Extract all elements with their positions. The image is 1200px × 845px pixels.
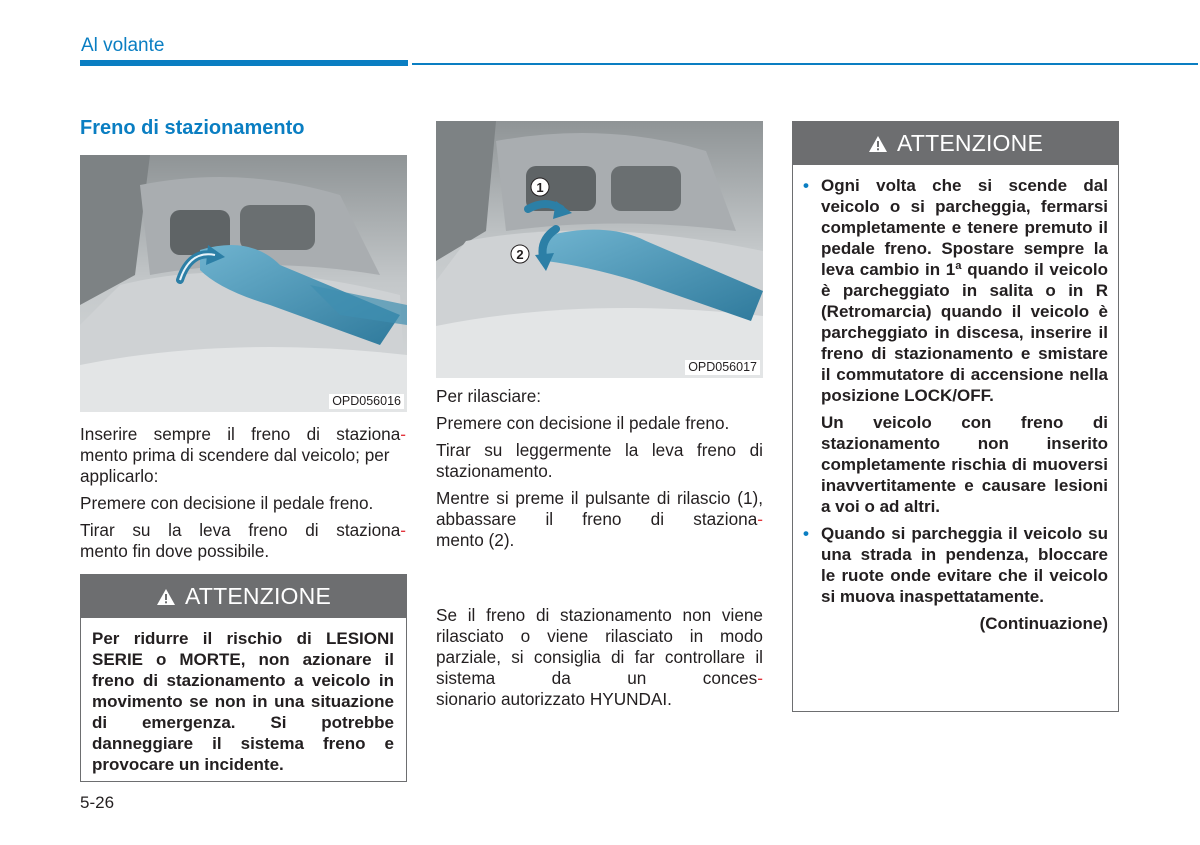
paragraph — [80, 520, 406, 562]
text-line: Se il freno di stazionamento non viene rilasciato o viene rilasciato in modo parziale, si consiglia di far controllare il sistema da un conces- — [436, 605, 763, 688]
apply-instructions — [80, 424, 406, 568]
callout-2: 2 — [516, 247, 524, 262]
figure-code: OPD056016 — [329, 394, 404, 409]
paragraph: Per rilasciare: — [436, 386, 542, 406]
hyphen: - — [400, 520, 406, 540]
warning-title: ATTENZIONE — [897, 130, 1043, 156]
parking-brake-illustration — [80, 155, 407, 412]
bullet-subparagraph: Un veicolo con freno di stazionamento non inserito completamente rischia di muoversi inavvertitamente e causare lesioni a voi o ad altri. — [821, 413, 1108, 516]
text-line: mento fin dove possibile. — [80, 541, 270, 561]
section-title: Freno di stazionamento — [80, 117, 305, 139]
text-line: mento (2). — [436, 530, 515, 550]
warning-triangle-icon — [156, 588, 176, 606]
bullet-dot-icon: • — [803, 524, 809, 543]
continuation-note: (Continuazione) — [979, 614, 1108, 633]
hyphen: - — [400, 424, 406, 444]
figure-parking-brake-release — [436, 121, 763, 378]
warning-box — [80, 574, 407, 782]
bullet-item — [803, 175, 1108, 406]
paragraph — [80, 424, 406, 487]
running-header: Al volante — [81, 35, 165, 56]
warning-text: Per ridurre il rischio di LESIONI SERIE o MORTE, non azionare il freno di stazionamento a veicolo in movimento se non in una situazione di emergenza. Si potrebbe danneggiare il sistema freno e provocare un incidente. — [92, 629, 394, 774]
warning-header — [793, 122, 1118, 165]
bullet-text: Quando si parcheggia il veicolo su una strada in pendenza, bloccare le ruote onde evitare che il veicolo si muova inaspettatamente. — [821, 524, 1108, 606]
bullet-text: Ogni volta che si scende dal veicolo o si parcheggia, fermarsi completamente e tenere premuto il pedale freno. Spostare sempre la leva cambio in 1ª quando il veicolo è parcheggiato in salita o in R (Retromarcia) quando il veicolo è parcheggiato in discesa, inserire il freno di stazionamento e smistare il commutatore di accensione nella posizione LOCK/OFF. — [821, 176, 1108, 405]
text-line: mento prima di scendere dal veicolo; per applicarlo: — [80, 445, 390, 486]
bullet-item — [803, 523, 1108, 607]
warning-header — [81, 575, 406, 618]
parking-brake-release-illustration — [436, 121, 763, 378]
paragraph: Premere con decisione il pedale freno. — [80, 493, 374, 513]
text-line: Tirar su la leva freno di staziona- — [80, 520, 406, 540]
bullet-dot-icon: • — [803, 176, 809, 195]
hyphen: - — [757, 509, 763, 529]
figure-parking-brake-apply — [80, 155, 407, 412]
paragraph: Tirar su leggermente la leva freno di stazionamento. — [436, 440, 763, 481]
callout-1: 1 — [536, 180, 544, 195]
warning-body — [793, 165, 1118, 634]
paragraph: Premere con decisione il pedale freno. — [436, 413, 730, 433]
warning-title: ATTENZIONE — [185, 583, 331, 609]
text-line: Mentre si preme il pulsante di rilascio (1), abbassare il freno di staziona- — [436, 488, 763, 529]
header-rule-thin — [412, 63, 1198, 65]
paragraph — [436, 605, 763, 710]
release-instructions — [436, 386, 763, 557]
warning-triangle-icon — [868, 135, 888, 153]
text-line: Inserire sempre il freno di staziona- — [80, 424, 406, 444]
release-note — [436, 605, 763, 716]
text-line: sionario autorizzato HYUNDAI. — [436, 689, 672, 709]
page-number: 5-26 — [80, 793, 115, 812]
figure-code: OPD056017 — [685, 360, 760, 375]
warning-box-continued — [792, 121, 1119, 712]
hyphen: - — [757, 668, 763, 688]
header-rule-thick — [80, 60, 408, 66]
paragraph — [436, 488, 763, 551]
